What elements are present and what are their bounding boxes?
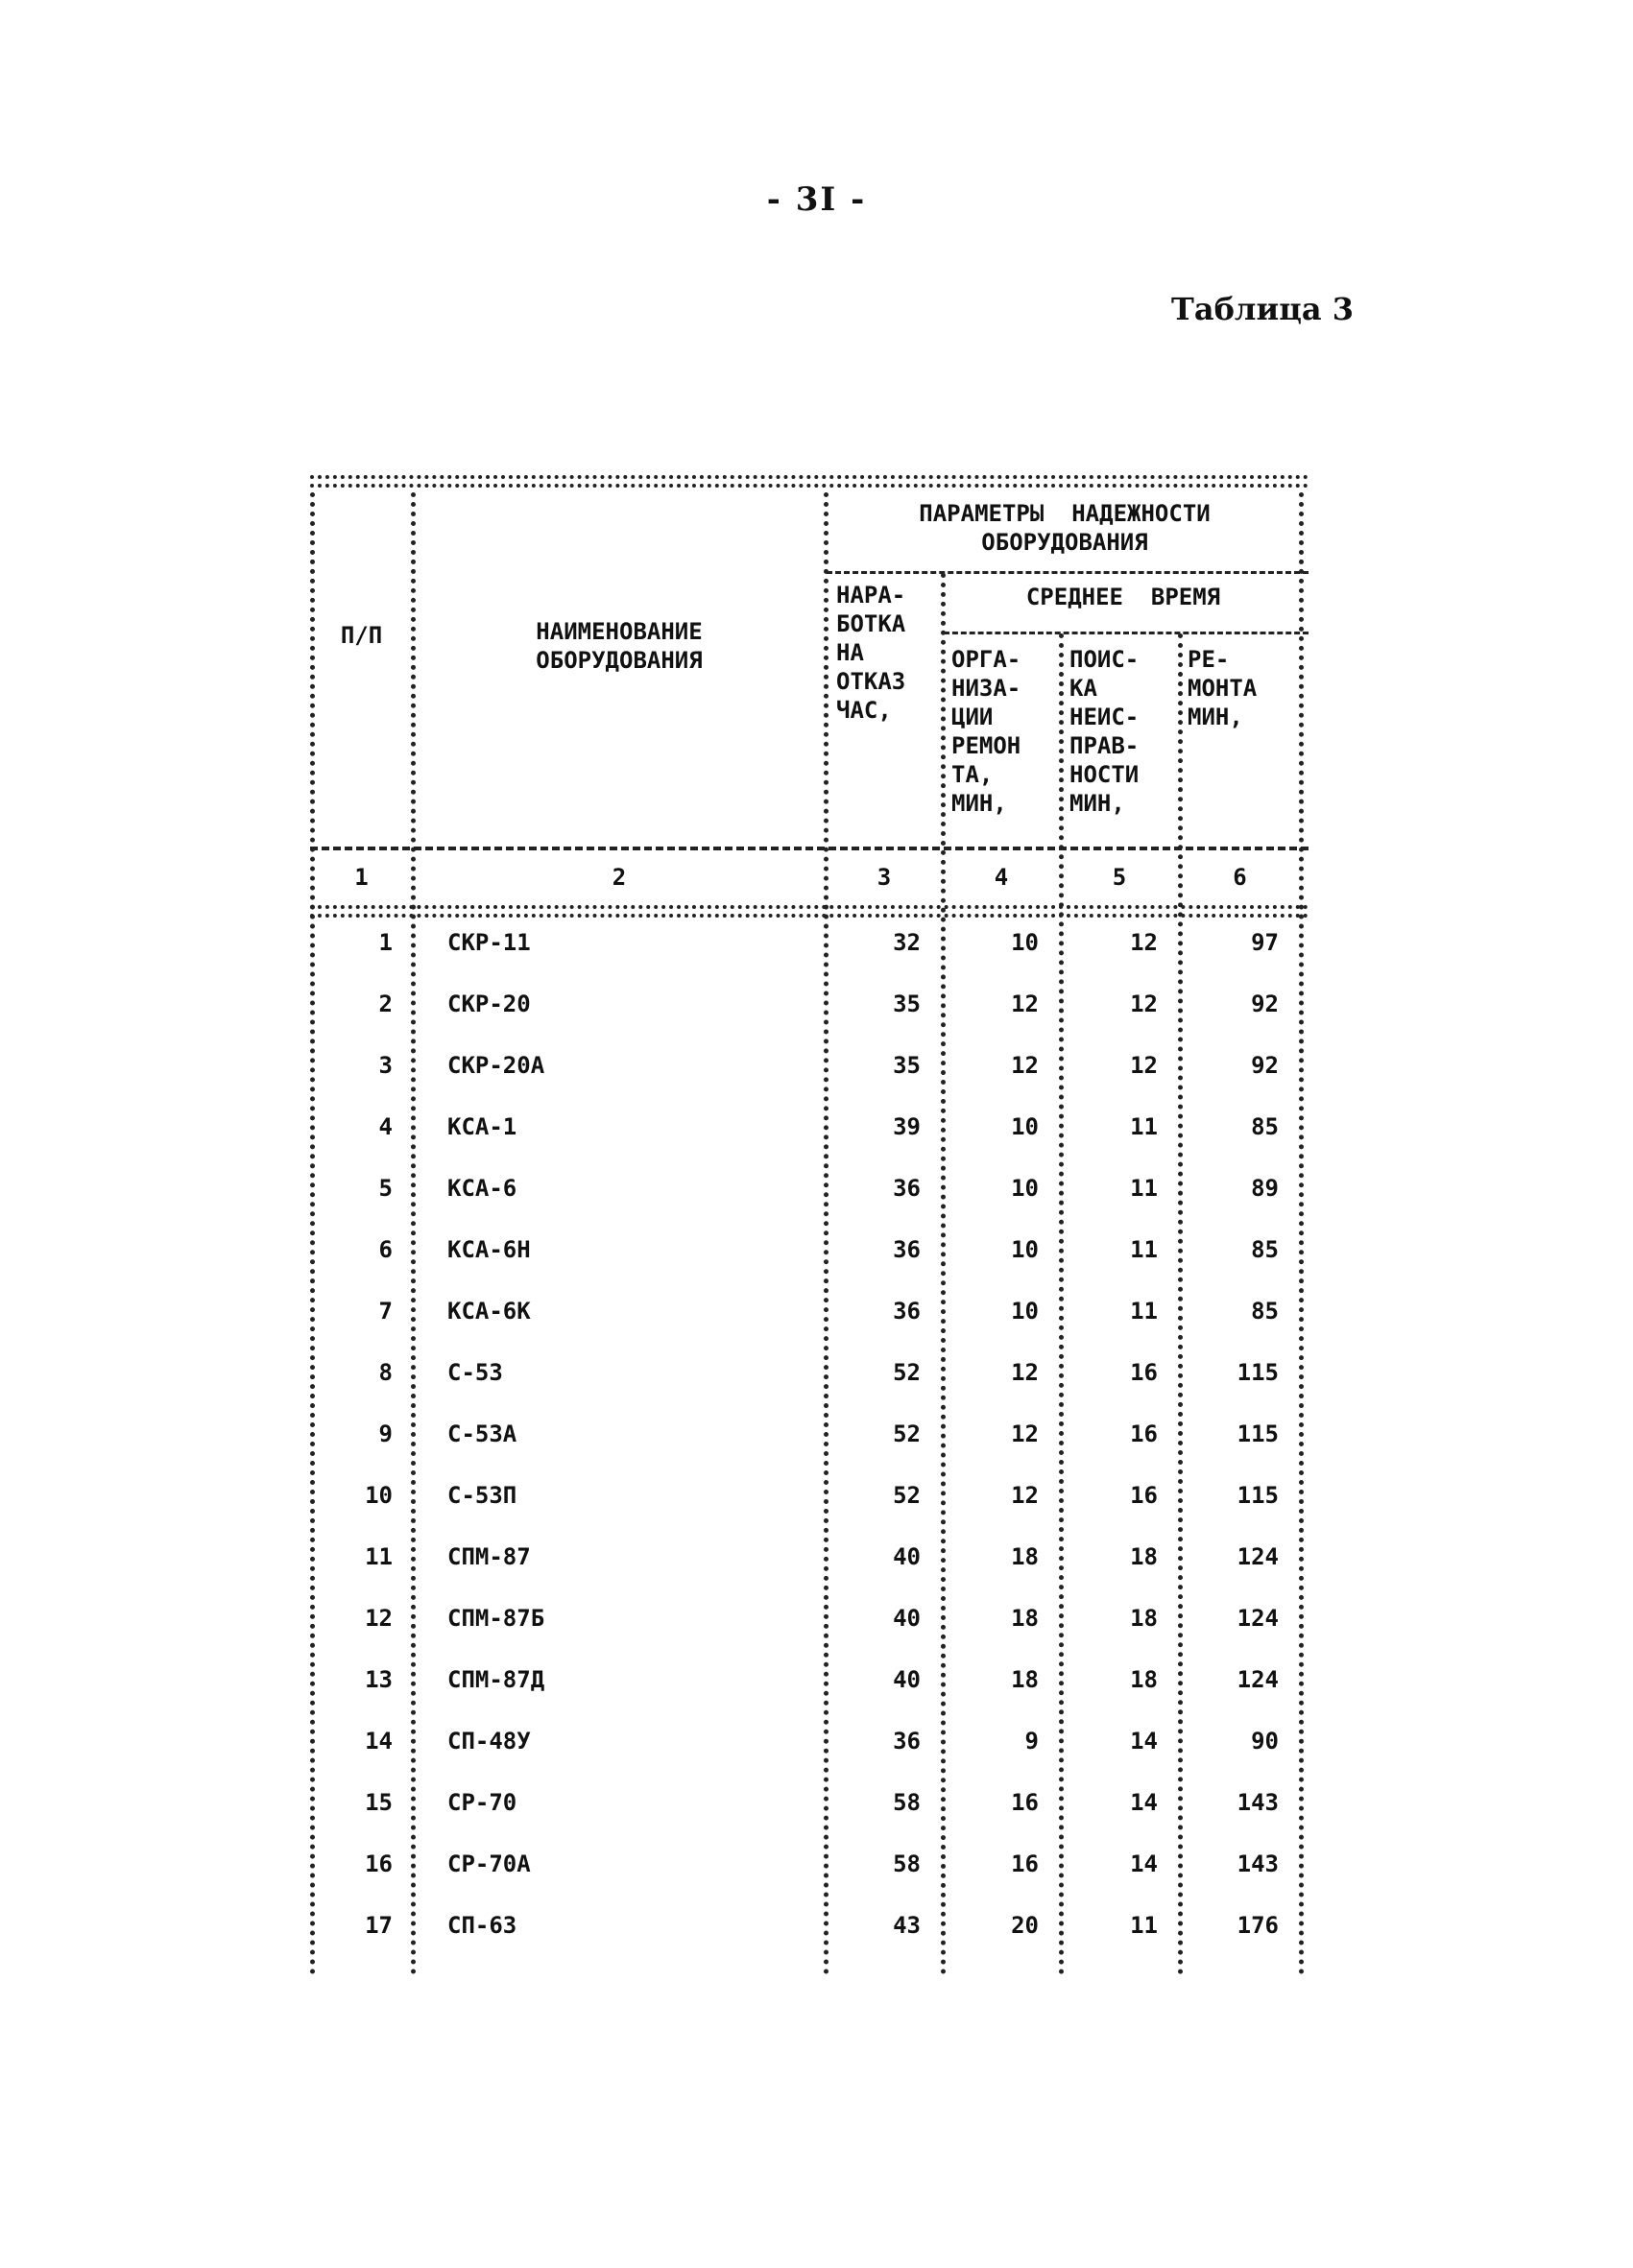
column-number: 6 xyxy=(1233,864,1247,891)
row-number: 4 xyxy=(378,1113,393,1140)
column-number: 3 xyxy=(877,864,892,891)
repair-min: 90 xyxy=(1251,1728,1279,1755)
organization-min: 18 xyxy=(1011,1543,1039,1570)
organization-min: 10 xyxy=(1011,1298,1039,1325)
equipment-name: СПМ-87Б xyxy=(447,1605,545,1632)
mtbf-hours: 58 xyxy=(893,1789,921,1816)
search-fault-min: 18 xyxy=(1130,1605,1158,1632)
row-number: 11 xyxy=(365,1543,393,1570)
mtbf-hours: 36 xyxy=(893,1728,921,1755)
search-fault-min: 12 xyxy=(1130,991,1158,1017)
repair-min: 85 xyxy=(1251,1236,1279,1263)
mtbf-hours: 52 xyxy=(893,1420,921,1447)
search-fault-min: 12 xyxy=(1130,929,1158,956)
column-number: 4 xyxy=(994,864,1009,891)
repair-min: 143 xyxy=(1237,1789,1279,1816)
col-divider-5 xyxy=(1178,633,1183,1975)
search-fault-min: 16 xyxy=(1130,1359,1158,1386)
search-fault-min: 16 xyxy=(1130,1482,1158,1509)
repair-min: 85 xyxy=(1251,1113,1279,1140)
mtbf-hours: 35 xyxy=(893,991,921,1017)
search-fault-min: 11 xyxy=(1130,1175,1158,1202)
header-col-repair: РЕ- МОНТА МИН, xyxy=(1188,646,1258,730)
column-number: 2 xyxy=(612,864,627,891)
page-number: - 3I - xyxy=(766,180,867,219)
header-group-avg-time: СРЕДНЕЕ ВРЕМЯ xyxy=(1025,584,1221,610)
organization-min: 10 xyxy=(1011,1236,1039,1263)
repair-min: 97 xyxy=(1251,929,1279,956)
mtbf-hours: 52 xyxy=(893,1482,921,1509)
row-number: 3 xyxy=(378,1052,393,1079)
equipment-name: СКР-20А xyxy=(447,1052,545,1079)
equipment-name: КСА-1 xyxy=(447,1113,517,1140)
reliability-table xyxy=(310,475,1309,1982)
organization-min: 20 xyxy=(1011,1912,1039,1939)
mtbf-hours: 35 xyxy=(893,1052,921,1079)
organization-min: 12 xyxy=(1011,1420,1039,1447)
search-fault-min: 11 xyxy=(1130,1298,1158,1325)
mtbf-hours: 58 xyxy=(893,1850,921,1877)
header-col-mtbf: НАРА- БОТКА НА ОТКАЗ ЧАС, xyxy=(836,582,906,724)
header-group-title: ПАРАМЕТРЫ НАДЕЖНОСТИ ОБОРУДОВАНИЯ xyxy=(919,500,1211,556)
equipment-name: С-53 xyxy=(447,1359,503,1386)
search-fault-min: 18 xyxy=(1130,1543,1158,1570)
row-number: 16 xyxy=(365,1850,393,1877)
organization-min: 18 xyxy=(1011,1666,1039,1693)
organization-min: 12 xyxy=(1011,1482,1039,1509)
mtbf-hours: 36 xyxy=(893,1298,921,1325)
row-number: 2 xyxy=(378,991,393,1017)
equipment-name: КСА-6 xyxy=(447,1175,517,1202)
table-top-rule xyxy=(310,475,1309,488)
equipment-name: КСА-6К xyxy=(447,1298,531,1325)
search-fault-min: 11 xyxy=(1130,1113,1158,1140)
repair-min: 115 xyxy=(1237,1420,1279,1447)
table-left-border xyxy=(310,492,315,1975)
equipment-name: СП-48У xyxy=(447,1728,531,1755)
row-number: 12 xyxy=(365,1605,393,1632)
equipment-name: СПМ-87 xyxy=(447,1543,531,1570)
column-number: 5 xyxy=(1112,864,1127,891)
repair-min: 124 xyxy=(1237,1605,1279,1632)
table-right-border xyxy=(1299,492,1304,1975)
header-col-name: НАИМЕНОВАНИЕ ОБОРУДОВАНИЯ xyxy=(536,618,703,674)
search-fault-min: 11 xyxy=(1130,1236,1158,1263)
search-fault-min: 12 xyxy=(1130,1052,1158,1079)
organization-min: 16 xyxy=(1011,1789,1039,1816)
col-divider-3 xyxy=(941,573,946,1975)
organization-min: 16 xyxy=(1011,1850,1039,1877)
row-number: 17 xyxy=(365,1912,393,1939)
equipment-name: СР-70А xyxy=(447,1850,531,1877)
row-number: 10 xyxy=(365,1482,393,1509)
header-col-org: ОРГА- НИЗА- ЦИИ РЕМОН ТА, МИН, xyxy=(951,646,1021,817)
organization-min: 12 xyxy=(1011,991,1039,1017)
repair-min: 176 xyxy=(1237,1912,1279,1939)
equipment-name: С-53А xyxy=(447,1420,517,1447)
row-number: 13 xyxy=(365,1666,393,1693)
equipment-name: СКР-20 xyxy=(447,991,531,1017)
mtbf-hours: 40 xyxy=(893,1666,921,1693)
organization-min: 18 xyxy=(1011,1605,1039,1632)
organization-min: 10 xyxy=(1011,929,1039,956)
avg-time-rule xyxy=(944,632,1309,634)
repair-min: 115 xyxy=(1237,1359,1279,1386)
equipment-name: СП-63 xyxy=(447,1912,517,1939)
search-fault-min: 14 xyxy=(1130,1728,1158,1755)
search-fault-min: 11 xyxy=(1130,1912,1158,1939)
mtbf-hours: 39 xyxy=(893,1113,921,1140)
equipment-name: СР-70 xyxy=(447,1789,517,1816)
repair-min: 115 xyxy=(1237,1482,1279,1509)
search-fault-min: 14 xyxy=(1130,1850,1158,1877)
row-number: 5 xyxy=(378,1175,393,1202)
col-divider-2 xyxy=(824,492,829,1975)
header-col-pp: П/П xyxy=(340,622,383,649)
equipment-name: С-53П xyxy=(447,1482,517,1509)
mtbf-hours: 36 xyxy=(893,1175,921,1202)
equipment-name: КСА-6Н xyxy=(447,1236,531,1263)
row-number: 15 xyxy=(365,1789,393,1816)
search-fault-min: 16 xyxy=(1130,1420,1158,1447)
organization-min: 12 xyxy=(1011,1359,1039,1386)
row-number: 6 xyxy=(378,1236,393,1263)
repair-min: 92 xyxy=(1251,1052,1279,1079)
repair-min: 124 xyxy=(1237,1543,1279,1570)
organization-min: 12 xyxy=(1011,1052,1039,1079)
search-fault-min: 18 xyxy=(1130,1666,1158,1693)
repair-min: 143 xyxy=(1237,1850,1279,1877)
column-number: 1 xyxy=(354,864,369,891)
mtbf-hours: 36 xyxy=(893,1236,921,1263)
equipment-name: СПМ-87Д xyxy=(447,1666,545,1693)
column-numbers-rule xyxy=(310,905,1309,918)
mtbf-hours: 43 xyxy=(893,1912,921,1939)
table-caption: Таблица 3 xyxy=(1171,291,1354,327)
organization-min: 10 xyxy=(1011,1113,1039,1140)
mtbf-hours: 52 xyxy=(893,1359,921,1386)
mtbf-hours: 40 xyxy=(893,1605,921,1632)
row-number: 1 xyxy=(378,929,393,956)
search-fault-min: 14 xyxy=(1130,1789,1158,1816)
group-header-rule xyxy=(827,571,1309,574)
mtbf-hours: 40 xyxy=(893,1543,921,1570)
repair-min: 85 xyxy=(1251,1298,1279,1325)
row-number: 7 xyxy=(378,1298,393,1325)
organization-min: 10 xyxy=(1011,1175,1039,1202)
repair-min: 92 xyxy=(1251,991,1279,1017)
repair-min: 124 xyxy=(1237,1666,1279,1693)
header-col-search: ПОИС- КА НЕИС- ПРАВ- НОСТИ МИН, xyxy=(1069,646,1140,817)
repair-min: 89 xyxy=(1251,1175,1279,1202)
col-divider-1 xyxy=(411,492,416,1975)
row-number: 8 xyxy=(378,1359,393,1386)
equipment-name: СКР-11 xyxy=(447,929,531,956)
mtbf-hours: 32 xyxy=(893,929,921,956)
header-bottom-rule xyxy=(310,847,1309,850)
row-number: 9 xyxy=(378,1420,393,1447)
row-number: 14 xyxy=(365,1728,393,1755)
organization-min: 9 xyxy=(1024,1728,1039,1755)
col-divider-4 xyxy=(1059,633,1064,1975)
